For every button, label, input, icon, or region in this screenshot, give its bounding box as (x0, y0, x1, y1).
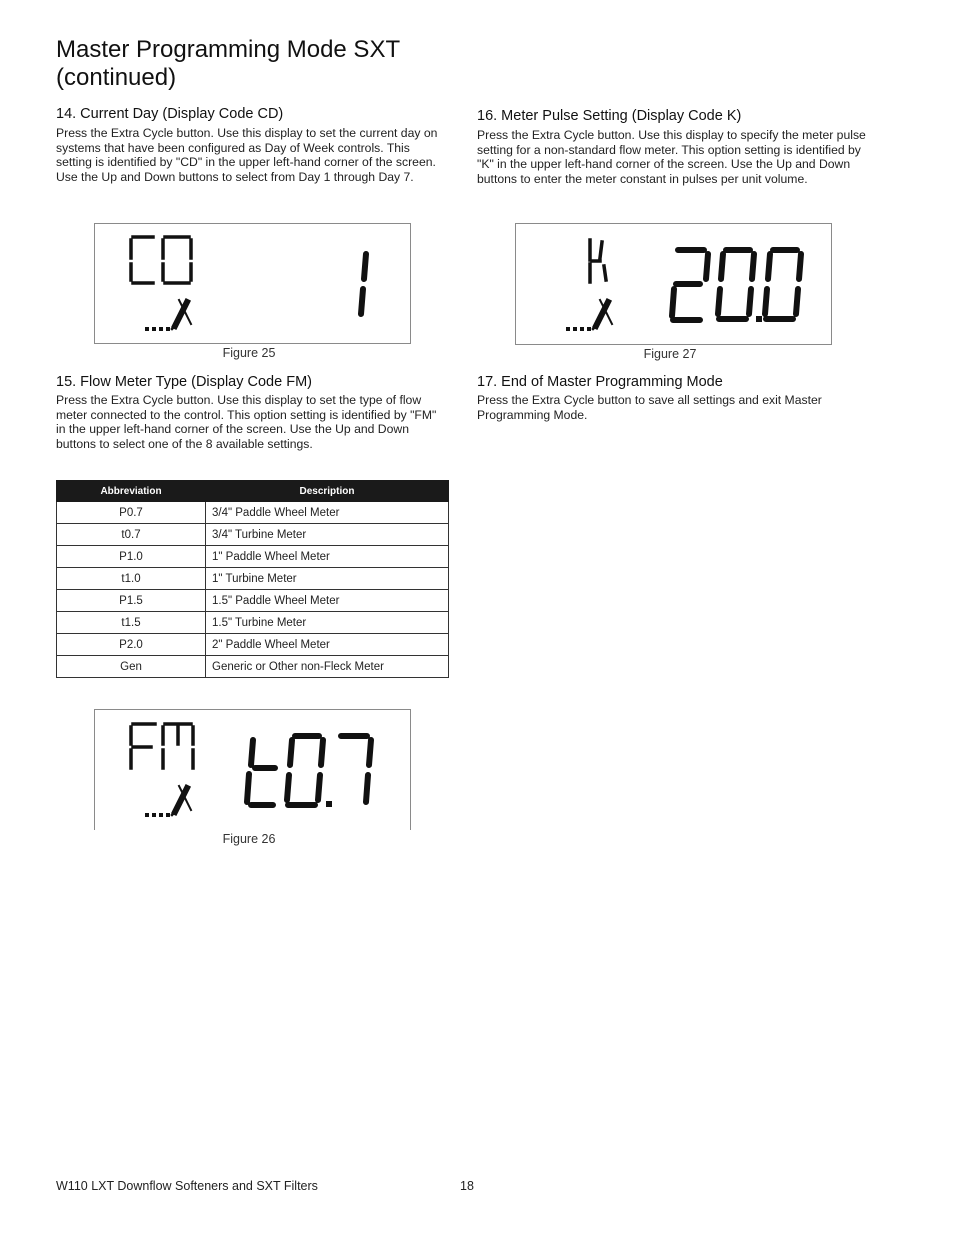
page-title (56, 36, 476, 92)
flow-meter-table (56, 480, 449, 678)
table-cell-description: Generic or Other non-Fleck Meter (206, 656, 449, 678)
table-cell-abbreviation: P2.0 (57, 634, 206, 656)
table-header-abbreviation: Abbreviation (57, 481, 206, 502)
table-cell-abbreviation: P0.7 (57, 502, 206, 524)
table-row (57, 502, 449, 524)
table-cell-description: 3/4" Paddle Wheel Meter (206, 502, 449, 524)
table-cell-description: 2" Paddle Wheel Meter (206, 634, 449, 656)
figure-26-caption: Figure 26 (222, 832, 276, 846)
section-14-body: Press the Extra Cycle button. Use this display to set the current day on systems that have been configured as Day of Week controls. This setting is identified by "CD" in the upper left-hand corner of the screen. Use the Up and Down buttons to select from Day 1 through Day 7. (56, 126, 438, 185)
footer-page-number: 18 (460, 1179, 474, 1193)
table-cell-abbreviation: t1.0 (57, 568, 206, 590)
table-row (57, 568, 449, 590)
table-header-row (57, 481, 449, 502)
table-header-description: Description (206, 481, 449, 502)
figure-25-lcd-display (94, 223, 411, 344)
table-cell-description: 1" Turbine Meter (206, 568, 449, 590)
section-15-heading: 15. Flow Meter Type (Display Code FM) (56, 374, 312, 390)
figure-27-lcd-display (515, 223, 832, 345)
footer-document-title: W110 LXT Downflow Softeners and SXT Filters (56, 1179, 318, 1193)
table-row (57, 634, 449, 656)
section-16-heading: 16. Meter Pulse Setting (Display Code K) (477, 108, 742, 124)
figure-26-lcd-display (94, 709, 411, 830)
section-16-body: Press the Extra Cycle button. Use this display to specify the meter pulse setting for a non-standard flow meter. This option setting is identified by "K" in the upper left-hand corner of the screen. Use the Up and Down buttons to enter the meter constant in pulses per unit volume. (477, 128, 866, 187)
table-cell-description: 1.5" Paddle Wheel Meter (206, 590, 449, 612)
page-title-line2: (continued) (56, 64, 177, 91)
table-cell-abbreviation: t1.5 (57, 612, 206, 634)
table-cell-abbreviation: t0.7 (57, 524, 206, 546)
figure-27-caption: Figure 27 (643, 347, 697, 361)
page-title-line1: Master Programming Mode SXT (56, 36, 401, 63)
section-14-heading: 14. Current Day (Display Code CD) (56, 106, 284, 122)
table-cell-description: 1" Paddle Wheel Meter (206, 546, 449, 568)
table-cell-abbreviation: P1.0 (57, 546, 206, 568)
table-cell-abbreviation: Gen (57, 656, 206, 678)
section-15-body: Press the Extra Cycle button. Use this display to set the type of flow meter connected to the control. This option setting is identified by "FM" in the upper left-hand corner of the screen. Use the Up and Down buttons to select one of the 8 available settings. (56, 393, 437, 452)
section-17-heading: 17. End of Master Programming Mode (477, 374, 723, 390)
table-cell-abbreviation: P1.5 (57, 590, 206, 612)
table-row (57, 524, 449, 546)
section-17-body: Press the Extra Cycle button to save all settings and exit Master Programming Mode. (477, 393, 822, 422)
table-row (57, 590, 449, 612)
figure-25-caption: Figure 25 (222, 346, 276, 360)
table-cell-description: 1.5" Turbine Meter (206, 612, 449, 634)
table-row (57, 546, 449, 568)
table-row (57, 656, 449, 678)
table-cell-description: 3/4" Turbine Meter (206, 524, 449, 546)
table-row (57, 612, 449, 634)
